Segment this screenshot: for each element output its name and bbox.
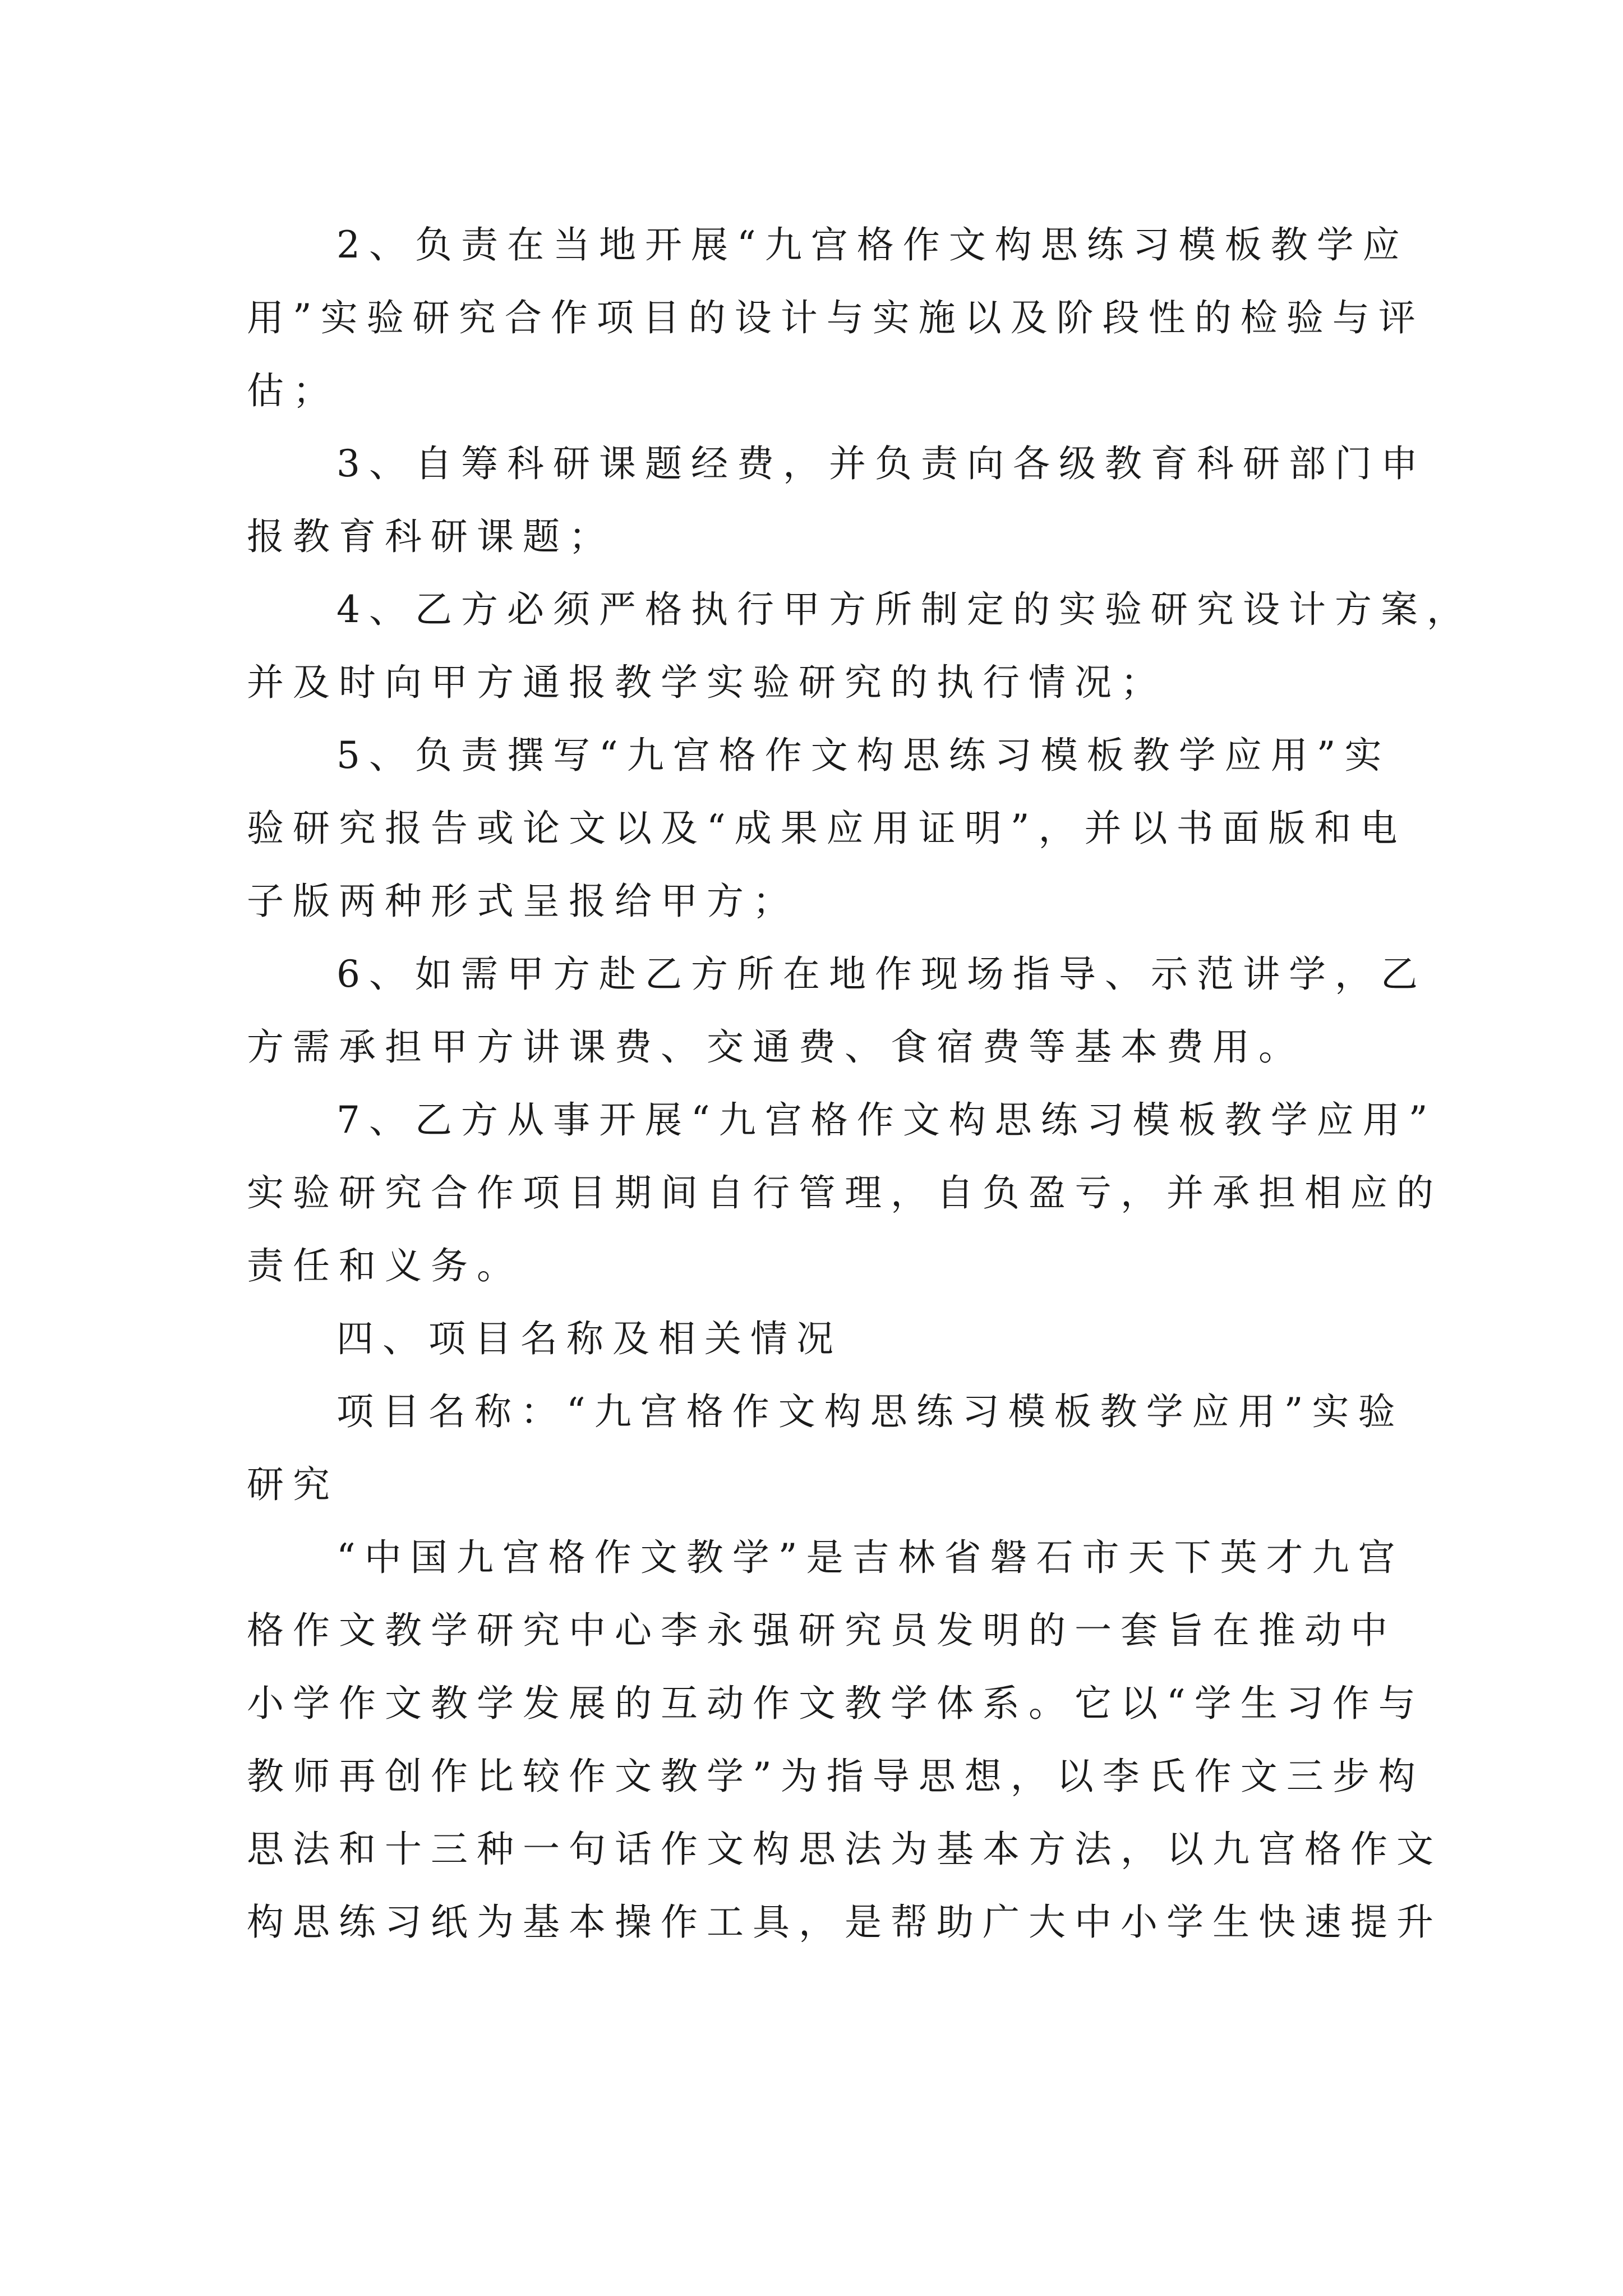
text-line: 6、如需甲方赴乙方所在地作现场指导、示范讲学，乙: [336, 953, 1427, 996]
text-line: 项目名称：“九宫格作文构思练习模板教学应用”实验: [336, 1390, 1404, 1433]
text-line: 2、负责在当地开展“九宫格作文构思练习模板教学应: [336, 223, 1409, 266]
text-line: 并及时向甲方通报教学实验研究的执行情况；: [247, 661, 1166, 704]
text-line: 方需承担甲方讲课费、交通费、食宿费等基本费用。: [247, 1025, 1304, 1069]
text-line: 格作文教学研究中心李永强研究员发明的一套旨在推动中: [247, 1609, 1396, 1652]
text-line: 4、乙方必须严格执行甲方所制定的实验研究设计方案，: [336, 588, 1473, 631]
text-line: 责任和义务。: [247, 1244, 523, 1287]
text-line: “中国九宫格作文教学”是吉林省磐石市天下英才九宫: [336, 1536, 1404, 1579]
text-line: 教师再创作比较作文教学”为指导思想，以李氏作文三步构: [247, 1755, 1424, 1798]
text-line: 3、自筹科研课题经费，并负责向各级教育科研部门申: [336, 442, 1427, 485]
text-line: 报教育科研课题；: [247, 515, 615, 558]
text-line: 构思练习纸为基本操作工具，是帮助广大中小学生快速提升: [247, 1901, 1442, 1944]
text-line: 估；: [247, 369, 339, 412]
text-line: 实验研究合作项目期间自行管理，自负盈亏，并承担相应的: [247, 1171, 1442, 1214]
section-heading: 四、项目名称及相关情况: [336, 1317, 842, 1360]
text-line: 用”实验研究合作项目的设计与实施以及阶段性的检验与评: [247, 296, 1424, 339]
text-line: 思法和十三种一句话作文构思法为基本方法，以九宫格作文: [247, 1828, 1442, 1871]
text-line: 子版两种形式呈报给甲方；: [247, 880, 799, 923]
text-line: 小学作文教学发展的互动作文教学体系。它以“学生习作与: [247, 1682, 1424, 1725]
text-line: 研究: [247, 1463, 339, 1506]
text-line: 验研究报告或论文以及“成果应用证明”，并以书面版和电: [247, 807, 1407, 850]
text-line: 7、乙方从事开展“九宫格作文构思练习模板教学应用”: [336, 1098, 1437, 1142]
text-line: 5、负责撰写“九宫格作文构思练习模板教学应用”实: [336, 734, 1391, 777]
